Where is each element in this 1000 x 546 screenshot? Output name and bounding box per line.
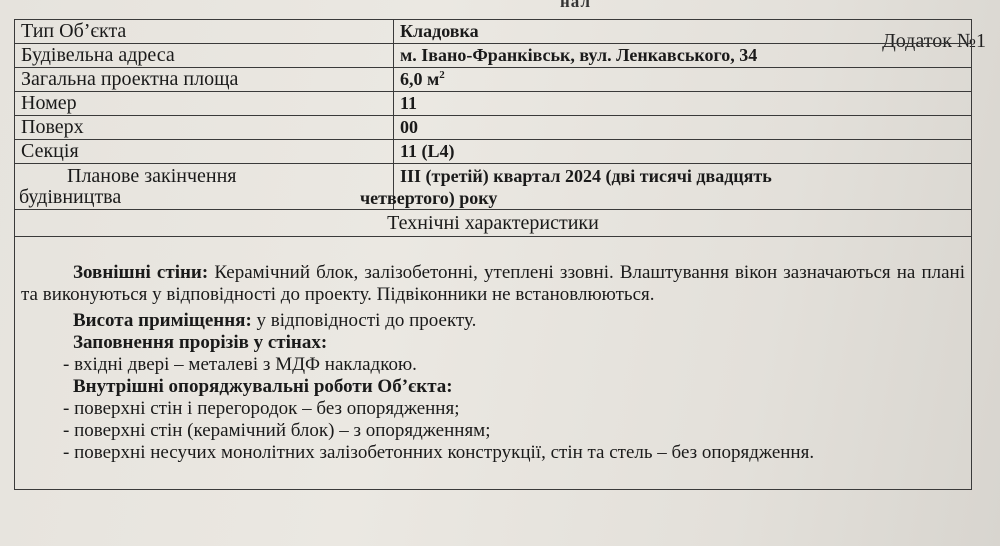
table-row xyxy=(15,20,972,44)
specs-body xyxy=(15,237,972,490)
completion-value-line2: четвертого) року xyxy=(360,187,498,208)
row-value: 00 xyxy=(394,116,972,140)
area-unit-exponent: 2 xyxy=(439,69,445,81)
addendum-label: Додаток №1 xyxy=(882,30,986,52)
completion-value-line1: III (третій) квартал 2024 (дві тисячі двадцять xyxy=(400,165,772,186)
table-row xyxy=(15,140,972,164)
row-label: Поверх xyxy=(15,116,394,140)
walls-title: Зовнішні стіни: xyxy=(73,262,209,283)
row-value xyxy=(394,68,972,92)
row-label: Будівельна адреса xyxy=(15,44,394,68)
area-value: 6,0 м xyxy=(400,69,440,89)
table-row xyxy=(15,68,972,92)
openings-title xyxy=(21,332,965,354)
table-row xyxy=(15,44,972,68)
object-info-table xyxy=(14,19,972,490)
height-title: Висота приміщення: xyxy=(73,310,252,331)
finishing-title-text: Внутрішні опоряджувальні роботи Об’єкта: xyxy=(73,376,453,397)
row-value: 11 xyxy=(394,92,972,116)
finishing-title xyxy=(21,376,965,398)
row-value: Кладовка xyxy=(394,20,972,44)
section-title: Технічні характеристики xyxy=(15,210,972,237)
finishing-item: - поверхні стін (керамічний блок) – з опорядженням; xyxy=(63,420,491,441)
row-value: 11 (L4) xyxy=(394,140,972,164)
row-value: м. Івано-Франківськ, вул. Ленкавського, 34 xyxy=(394,44,972,68)
walls-paragraph xyxy=(21,262,965,306)
height-text: у відповідності до проекту. xyxy=(251,310,477,331)
openings-item: - вхідні двері – металеві з МДФ накладкою. xyxy=(63,354,417,375)
walls-text: Керамічний блок, залізобетонні, утеплені ззовні. Влаштування вікон зазначаються на плані та виконуються у відповідності до проекту. Підвіконники не встановлюються. xyxy=(21,262,965,305)
openings-title-text: Заповнення прорізів у стінах: xyxy=(73,332,328,353)
finishing-item: - поверхні стін і перегородок – без опорядження; xyxy=(63,398,460,419)
completion-label-line1: Планове закінчення xyxy=(67,164,237,187)
row-label: Загальна проектна площа xyxy=(15,68,394,92)
completion-label xyxy=(15,164,394,210)
row-label: Тип Об’єкта xyxy=(15,20,394,44)
row-label: Номер xyxy=(15,92,394,116)
specs-row xyxy=(15,237,972,490)
table-row xyxy=(15,164,972,210)
completion-label-line2: будівництва xyxy=(19,185,122,208)
finishing-item: - поверхні несучих монолітних залізобетонних конструкції, стін та стель – без опорядження. xyxy=(63,442,815,463)
table-row xyxy=(15,92,972,116)
section-header-row xyxy=(15,210,972,237)
completion-value xyxy=(360,164,972,210)
table-row xyxy=(15,116,972,140)
page-header-fragment: нал xyxy=(560,0,591,11)
height-line xyxy=(21,310,965,332)
row-label: Секція xyxy=(15,140,394,164)
